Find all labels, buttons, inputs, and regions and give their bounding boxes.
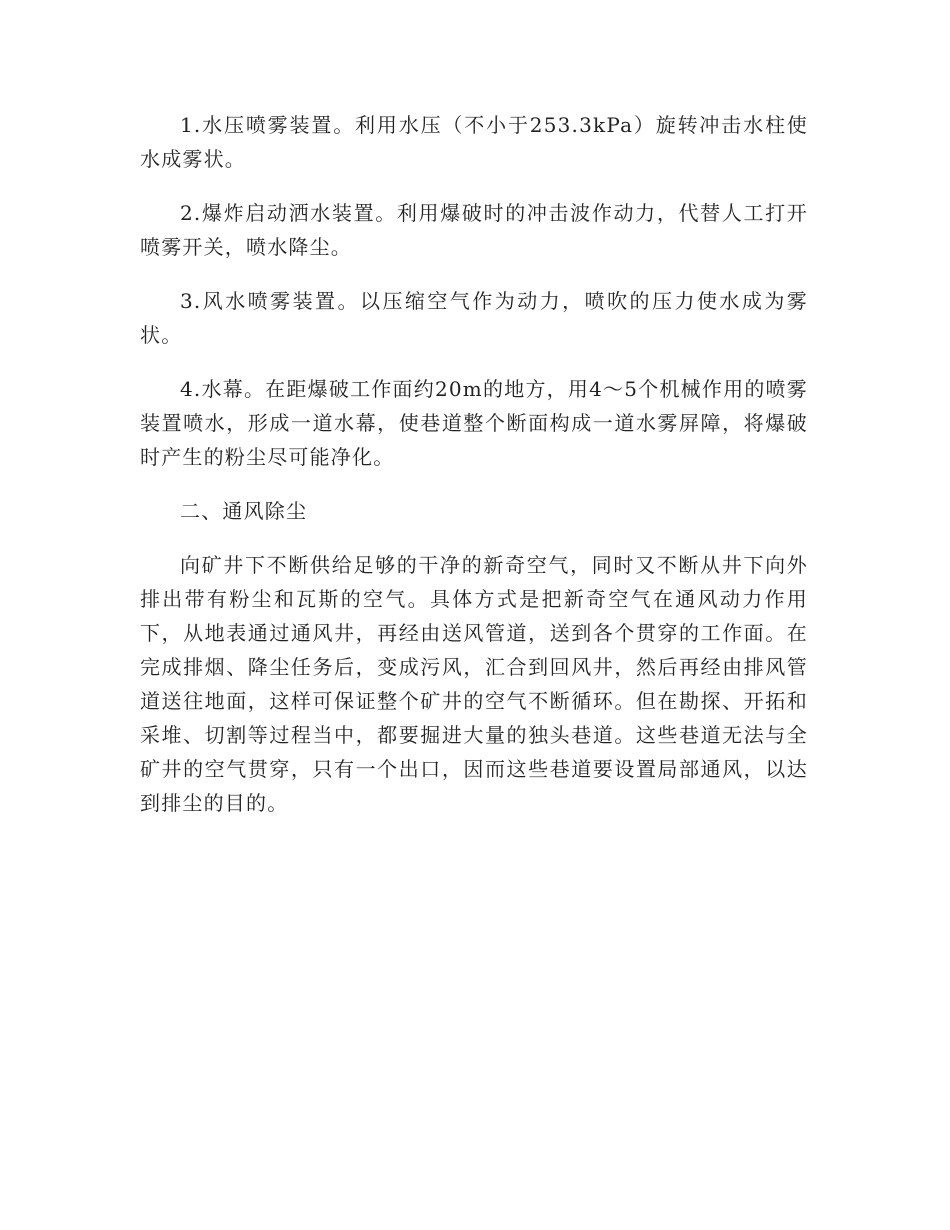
paragraph-water-curtain: 4.水幕。在距爆破工作面约20m的地方，用4～5个机械作用的喷雾装置喷水，形成一道水幕，使巷道整个断面构成一道水雾屏障，将爆破时产生的粉尘尽可能净化。: [140, 377, 808, 469]
paragraph-water-pressure-spray: 1.水压喷雾装置。利用水压（不小于253.3kPa）旋转冲击水柱使水成雾状。: [140, 113, 808, 171]
paragraph-ventilation-description: 向矿井下不断供给足够的干净的新奇空气，同时又不断从井下向外排出带有粉尘和瓦斯的空气。具体方式是把新奇空气在通风动力作用下，从地表通过通风井，再经由送风管道，送到各个贯穿的工作面。在完成排烟、降尘任务后，变成污风，汇合到回风井，然后再经由排风管道送往地面，这样可保证整个矿井的空气不断循环。但在勘探、开拓和采堆、切割等过程当中，都要掘进大量的独头巷道。这些巷道无法与全矿井的空气贯穿，只有一个出口，因而这些巷道要设置局部通风，以达到排尘的目的。: [140, 553, 808, 815]
section-heading-ventilation: 二、通风除尘: [180, 499, 308, 523]
document-body: [140, 108, 808, 820]
paragraph-air-water-spray: 3.风水喷雾装置。以压缩空气作为动力，喷吹的压力使水成为雾状。: [140, 289, 808, 347]
paragraph-blast-sprinkler: 2.爆炸启动洒水装置。利用爆破时的冲击波作动力，代替人工打开喷雾开关，喷水降尘。: [140, 201, 808, 259]
